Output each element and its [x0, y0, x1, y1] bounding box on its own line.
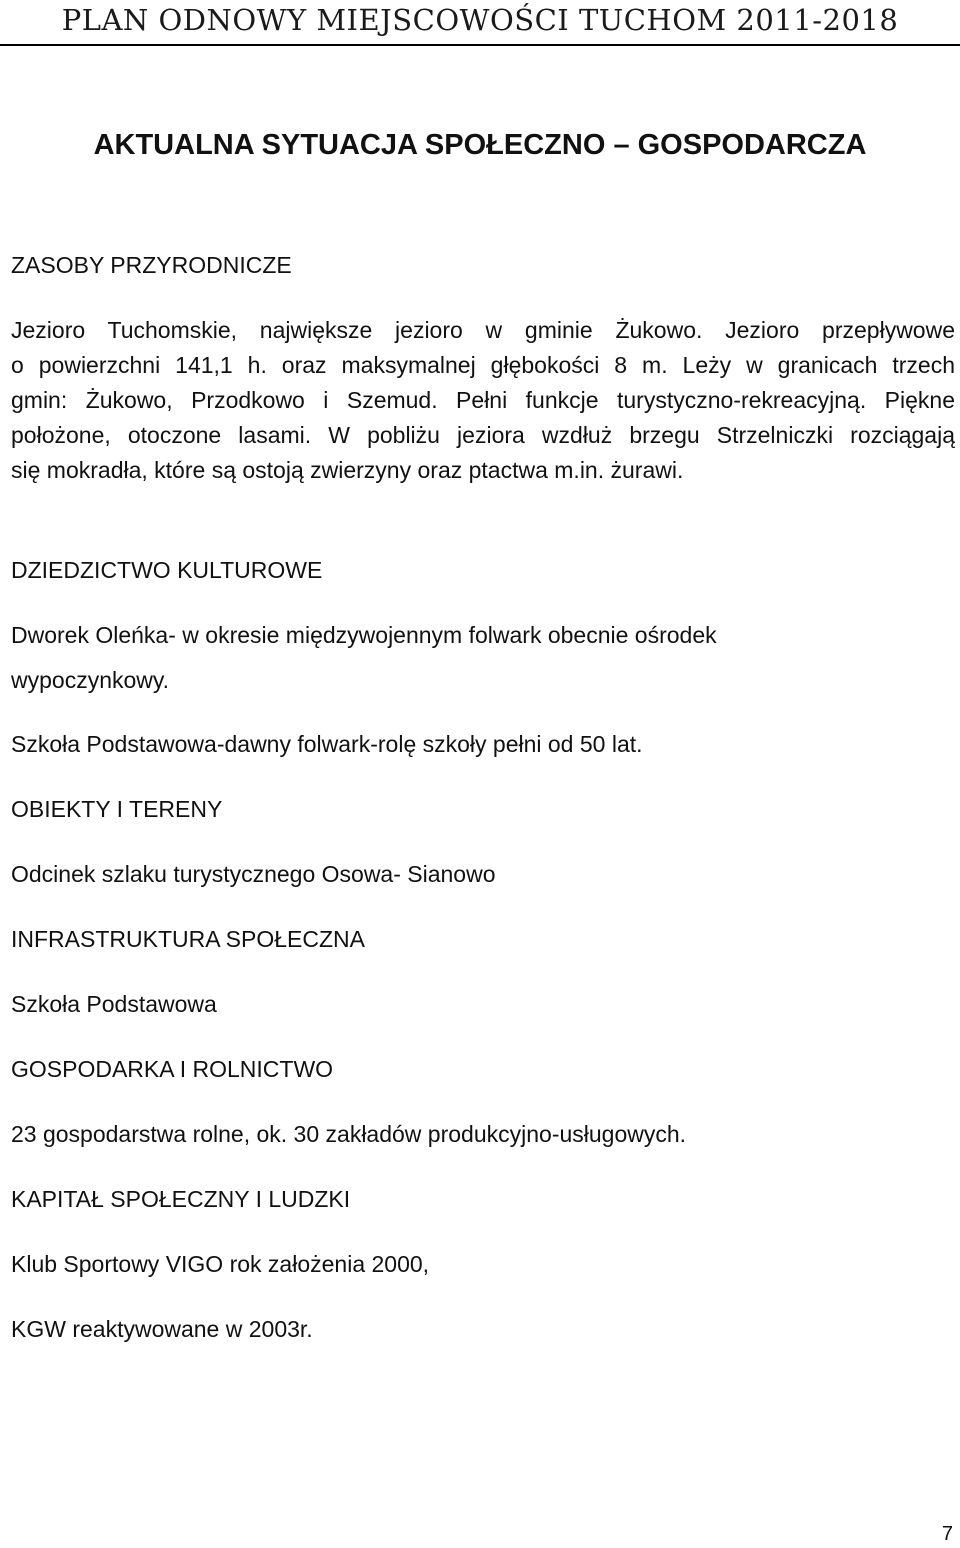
text-szkola-podstawowa-folwark: Szkoła Podstawowa-dawny folwark-rolę szkoły pełni od 50 lat. — [11, 731, 643, 757]
text-szlak-turystyczny: Odcinek szlaku turystycznego Osowa- Sianowo — [11, 861, 496, 887]
heading-dziedzictwo-kulturowe: DZIEDZICTWO KULTUROWE — [11, 557, 323, 583]
text-dworek-olenka: Dworek Oleńka- w okresie międzywojennym folwark obecnie ośrodek — [11, 622, 717, 648]
heading-kapital-spoleczny-i-ludzki: KAPITAŁ SPOŁECZNY I LUDZKI — [11, 1186, 351, 1212]
paragraph-line: Jezioro Tuchomskie, największe jezioro w gminie Żukowo. Jezioro przepływowe — [11, 317, 955, 343]
main-title: AKTUALNA SYTUACJA SPOŁECZNO – GOSPODARCZA — [93, 129, 867, 161]
paragraph-line: gmin: Żukowo, Przodkowo i Szemud. Pełni funkcje turystyczno-rekreacyjną. Piękne — [11, 387, 955, 413]
text-gospodarstwa-rolne: 23 gospodarstwa rolne, ok. 30 zakładów produkcyjno-usługowych. — [11, 1121, 687, 1147]
page-number: 7 — [941, 1523, 953, 1545]
heading-zasoby-przyrodnicze: ZASOBY PRZYRODNICZE — [11, 252, 292, 278]
paragraph-line: położone, otoczone lasami. W pobliżu jeziora wzdłuż brzegu Strzelniczki rozciągają — [11, 422, 955, 448]
heading-gospodarka-i-rolnictwo: GOSPODARKA I ROLNICTWO — [11, 1056, 334, 1082]
text-dworek-olenka-cont: wypoczynkowy. — [11, 667, 170, 693]
paragraph-line: się mokradła, które są ostoją zwierzyny oraz ptactwa m.in. żurawi. — [11, 457, 684, 483]
text-kgw: KGW reaktywowane w 2003r. — [11, 1316, 313, 1342]
heading-infrastruktura-spoleczna: INFRASTRUKTURA SPOŁECZNA — [11, 926, 365, 952]
text-szkola-podstawowa: Szkoła Podstawowa — [11, 991, 217, 1017]
page-header — [0, 0, 960, 46]
paragraph-zasoby-przyrodnicze — [11, 313, 955, 488]
heading-obiekty-i-tereny: OBIEKTY I TERENY — [11, 796, 223, 822]
paragraph-line: o powierzchni 141,1 h. oraz maksymalnej głębokości 8 m. Leży w granicach trzech — [11, 352, 955, 378]
text-klub-sportowy: Klub Sportowy VIGO rok założenia 2000, — [11, 1251, 430, 1277]
header-title: PLAN ODNOWY MIEJSCOWOŚCI TUCHOM 2011-2018 — [61, 3, 899, 37]
